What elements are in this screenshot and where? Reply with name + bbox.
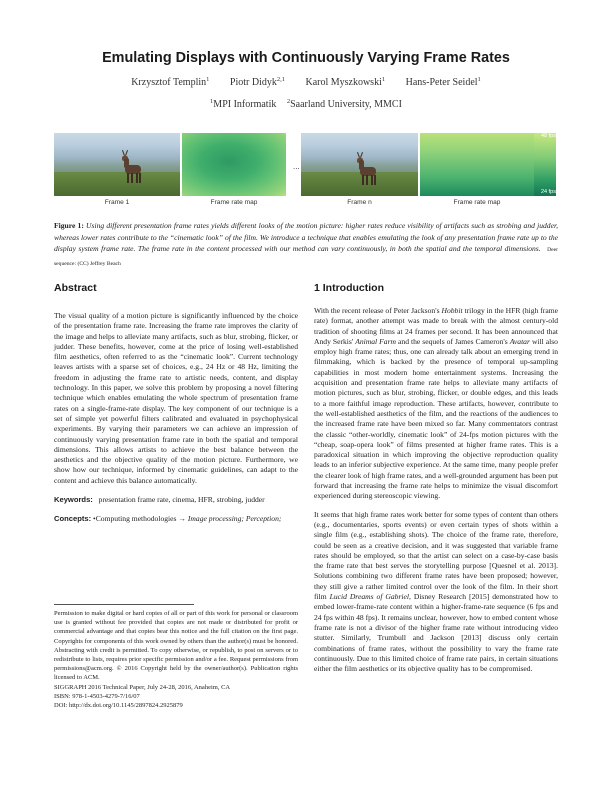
teaser-frame-rate-map-1 [182, 133, 286, 196]
abstract-body: The visual quality of a motion picture is significantly influenced by the choice of the presentation frame rate. Increasing the frame rate improves the clarity of the image and helps to alleviate many artifacts, such as blur, strobing, flicker, or judder. These benefits, however, come at the price of losing well-established film aesthetics, often referred to as the “cinematic look”. Current technology leaves artists with a sparse set of choices, e.g., 24 Hz or 48 Hz, limiting the freedom in adjusting the frame rate to artistic needs, content, and display technology. In this paper, we solve this problem by proposing a novel filtering technique which enables emulating the whole spectrum of presentation frame rates on a single-frame-rate display. The key component of our technique is a set of simple yet powerful filters calibrated and evaluated in psychophysical experiments. By varying their parameters we can achieve an impression of continuously varying presentation frame rate in both the spatial and temporal dimensions. This allows artists to achieve the best balance between the aesthetics and the objective quality of the motion picture. Furthermore, we show how our technique, informed by cinematic guidelines, can adapt to the content and achieve this balance automatically. [54, 311, 298, 485]
abstract-column [54, 311, 298, 525]
introduction-heading: 1 Introduction [314, 282, 384, 294]
teaser-frame-rate-map-n [420, 133, 534, 196]
paper-title: Emulating Displays with Continuously Varying Frame Rates [102, 50, 510, 66]
isbn-line: ISBN: 978-1-4503-4279-7/16/07 [54, 692, 140, 700]
figure-caption-text: Using different presentation frame rates yields different looks of the motion picture: higher rates reduce visibility of artifacts such as strobing and judder, whereas lower rates contribute to the “cinematic look” of the film. We introduce a technique that enables emulating the look of any presentation frame rate up to the display system frame rate. The frame rate in the content processed with our method can vary continuously, in both the spatial and the temporal dimensions. [54, 221, 558, 253]
deer-figure [357, 157, 379, 185]
image-credit: Deer sequence: (CC) Jeffrey Beach [54, 247, 558, 267]
teaser-frame-n-image [301, 133, 418, 196]
teaser-label: Frame 1 [104, 199, 130, 206]
intro-paragraph-2: It seems that high frame rates work better for some types of content than others (e.g., documentaries, sports events) or even certain types of shots within a single film (e.g., establishing shots). The choice of the frame rate, therefore, could be seen as a creative decision, and it was suggested that variable frame rates should be employed, so that the artist can select on a case-by-case basis the frame rate that best serves the storytelling purpose [Quesnel et al. 2013]. Solutions combining two different frame rates have been proposed; however, they still give a rather limited control over the look of the film. In their short film Lucid Dreams of Gabriel, Disney Research [2015] demonstrated how to embed lower-frame-rate content within a higher-frame-rate sequence (6 fps and 24 fps within 48 fps). It remains unclear, however, how to embed content whose frame rate is not a divisor of the higher frame rate without introducing video stutter. Similarly, Trumbull and Jackson [2013] discuss only certain combinations of frame rates, without the possibility to vary the frame rate continuously. Due to this limited choice of frame rate pairs, in certain situations either the film aesthetics or its objective quality has to be compromised. [314, 509, 558, 674]
affiliation: $^1$MPI Informatik [210, 98, 277, 110]
copyright-text: Permission to make digital or hard copies of all or part of this work for personal or classroom use is granted without fee provided that copies are not made or distributed for profit or commercial advantage and that copies bear this notice and the full citation on the first page. Copyrights for components of this work owned by others than the author(s) must be honored. Abstracting with credit is permitted. To copy otherwise, or republish, to post on servers or to redistribute to lists, requires prior specific permission and/or a fee. Request permissions from permissions@acm.org. © 2016 Copyright held by the owner/author(s). Publication rights licensed to ACM. [54, 610, 298, 682]
teaser-label: Frame rate map [453, 199, 501, 206]
introduction-column [314, 306, 558, 674]
teaser-frame-1-image [54, 133, 180, 196]
figure-caption [54, 220, 558, 270]
conference-line: SIGGRAPH 2016 Technical Paper, July 24-28, 2016, Anaheim, CA [54, 683, 231, 691]
frame-rate-colorbar [534, 133, 556, 196]
teaser-ellipsis: ... [293, 162, 300, 171]
abstract-heading: Abstract [54, 282, 97, 294]
teaser-label: Frame n [347, 199, 372, 206]
copyright-notice [54, 609, 298, 710]
colorbar-bottom-label: 24 fps [541, 189, 556, 195]
intro-paragraph-1: With the recent release of Peter Jackson's Hobbit trilogy in the HFR (high frame rate) format, another attempt was made to break with the almost century-old tradition of shooting films at 24 frames per second. It has been announced that Andy Serkis' Animal Farm and the sequels of James Cameron's Avatar will also employ high frame rates; thus, one can already talk about an emerging trend in filmmaking, which is backed by the presence of temporal up-sampling capabilities in most modern home entertainment systems. Increasing the acquisition and presentation frame rate helps to alleviate many artifacts of motion pictures, such as blur, strobing, flicker, or double edges, and this leads to a more faithful image reproduction. These artifacts, however, contribute to the well-established aesthetics of the film, and the reactions of the audiences to the increased frame rate have been mixed so far. Many commentators contrast the classic “other-worldly, cinematic look” of 24-fps motion pictures with the “cheap, soap-opera look” of films presented at higher frame rates. This is a paradoxical situation in which improving the objective reproduction quality leads to an inferior subjective experience. At the same time, many people prefer the clearer look of high frame rates, and a well-grounded argument has been put forward that increasing the frame rate helps to minimize the visual discomfort experienced during stereoscopic viewing. [314, 306, 558, 501]
author: Krzysztof Templin$^1$ [131, 76, 210, 88]
concepts: Concepts: •Computing methodologies → Image processing; Perception; [54, 514, 282, 524]
colorbar-top-label: 48 fps [541, 133, 556, 139]
author-list [0, 77, 612, 88]
affiliation-list [0, 99, 612, 110]
author: Hans-Peter Seidel$^1$ [405, 76, 481, 88]
author: Karol Myszkowski$^1$ [305, 76, 386, 88]
footnote-rule [54, 604, 194, 605]
doi-line: DOI: http://dx.doi.org/10.1145/2897824.2925879 [54, 702, 183, 710]
figure-label: Figure 1: [54, 221, 84, 230]
keywords: Keywords: presentation frame rate, cinema, HFR, strobing, judder [54, 495, 265, 505]
deer-figure [122, 155, 144, 183]
teaser-label: Frame rate map [210, 199, 258, 206]
author: Piotr Didyk$^{2,1}$ [229, 76, 285, 88]
affiliation: $^2$Saarland University, MMCI [286, 98, 402, 110]
